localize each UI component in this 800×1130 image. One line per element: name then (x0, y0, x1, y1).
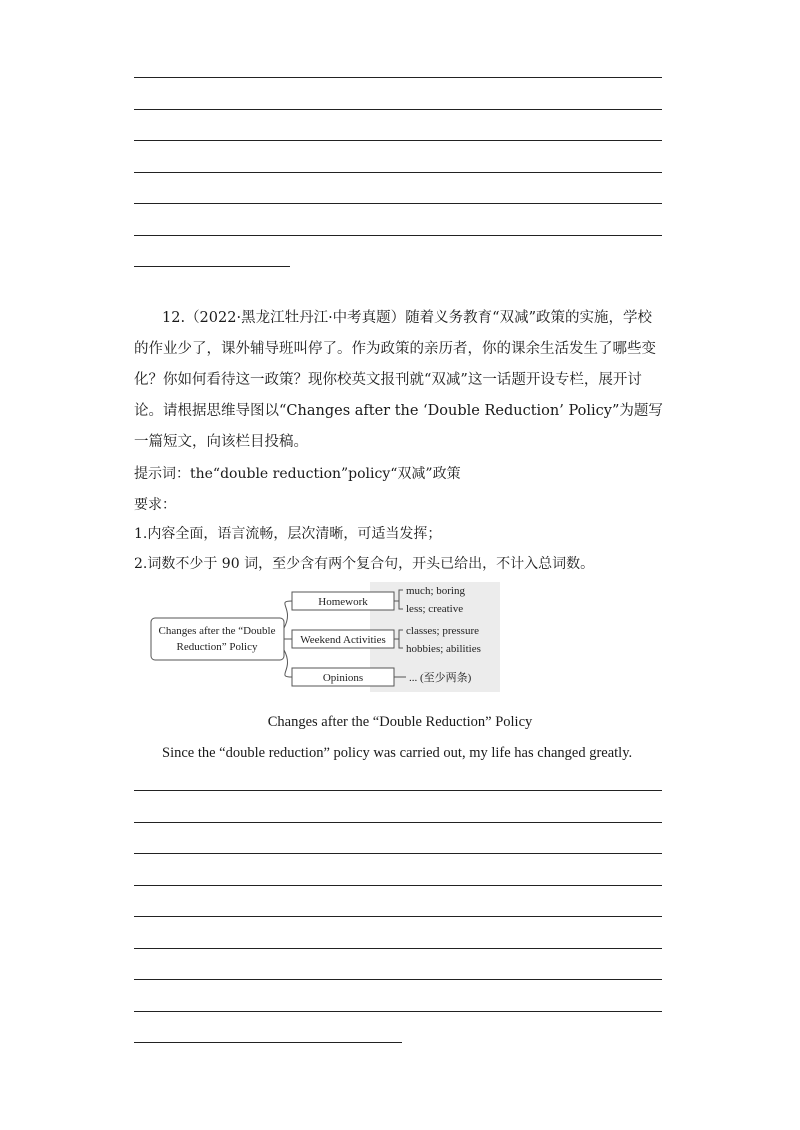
mind-map-center-line: Reduction” Policy (176, 641, 258, 653)
connector-opinions (284, 650, 292, 677)
branch-label-homework: Homework (318, 596, 368, 608)
question-number: 12. (162, 310, 186, 326)
writing-line[interactable] (134, 853, 662, 854)
answer-line (134, 77, 662, 78)
writing-line-short[interactable] (134, 1042, 402, 1043)
answer-line (134, 203, 662, 204)
detail-weekend: classes; pressure (406, 625, 480, 637)
detail-opinions: ... (至少两条) (409, 672, 472, 684)
answer-line (134, 109, 662, 110)
requirement-item: 2.词数不少于 90 词，至少含有两个复合句，开头已给出，不计入总词数。 (134, 556, 595, 572)
requirements-label: 要求： (134, 497, 176, 513)
writing-line[interactable] (134, 916, 662, 917)
question-text: 随着义务教育“双减”政策的实施，学校的作业少了，课外辅导班叫停了。作为政策的亲历者，你的课余生活发生了哪些变化？你如何看待这一政策？现你校英文报刊就“双减”这一话题开设专栏，展开讨论。请根据思维导图以“Changes after the ‘Double Reduction’ Policy”为题写一篇短文，向该栏目投稿。 (134, 310, 663, 450)
detail-homework: less; creative (406, 603, 464, 615)
question-prompt (134, 303, 666, 458)
essay-title: Changes after the “Double Reduction” Policy (267, 714, 533, 730)
writing-line[interactable] (134, 790, 662, 791)
answer-line (134, 235, 662, 236)
detail-homework: much; boring (406, 585, 465, 597)
writing-line[interactable] (134, 822, 662, 823)
requirement-item: 1.内容全面，语言流畅，层次清晰，可适当发挥； (134, 526, 442, 542)
answer-line-short (134, 266, 290, 267)
answer-line (134, 140, 662, 141)
branch-label-opinions: Opinions (322, 672, 364, 684)
branch-label-weekend: Weekend Activities (300, 634, 386, 646)
answer-line (134, 172, 662, 173)
writing-line[interactable] (134, 1011, 662, 1012)
hint-words: 提示词：the“double reduction”policy“双减”政策 (134, 466, 461, 482)
mind-map-center-line: Changes after the “Double (158, 625, 276, 637)
connector-homework (284, 601, 292, 628)
writing-line[interactable] (134, 979, 662, 980)
writing-line[interactable] (134, 948, 662, 949)
writing-line[interactable] (134, 885, 662, 886)
essay-opening: Since the “double reduction” policy was carried out, my life has changed greatly. (162, 745, 633, 761)
question-source: （2022·黑龙江牡丹江·中考真题） (185, 310, 406, 326)
detail-weekend: hobbies; abilities (406, 643, 481, 655)
mind-map-diagram (145, 578, 515, 698)
